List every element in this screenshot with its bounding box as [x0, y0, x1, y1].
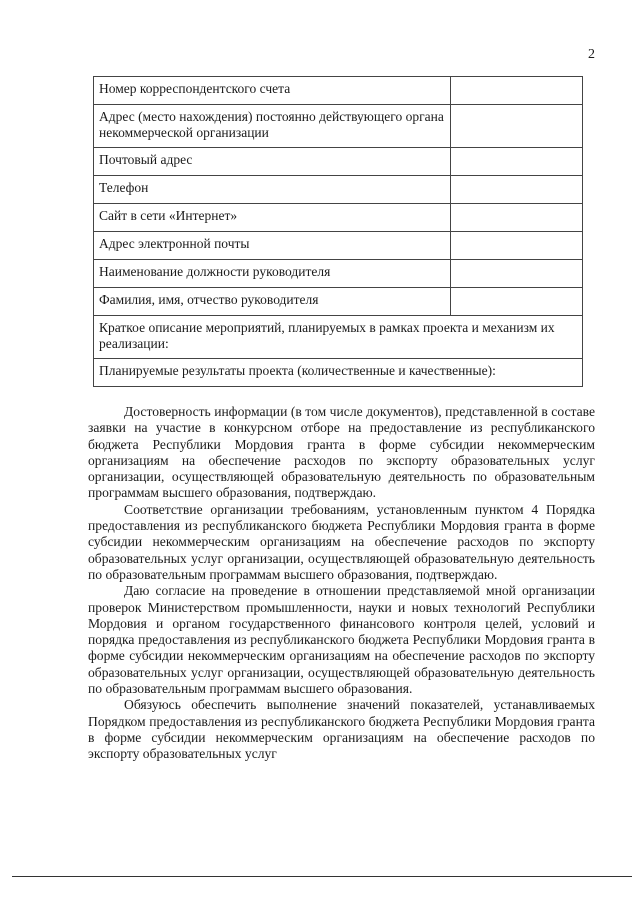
table-row — [94, 148, 583, 176]
declaration-text — [88, 404, 595, 763]
row-label: Адрес (место нахождения) постоянно действующего органа некоммерческой организации — [94, 105, 451, 148]
row-label: Планируемые результаты проекта (количественные и качественные): — [94, 359, 583, 387]
organization-info-table — [93, 76, 583, 387]
table-row — [94, 260, 583, 288]
paragraph-compliance: Соответствие организации требованиям, установленным пунктом 4 Порядка предоставления из республиканского бюджета Республики Мордовия гранта в форме субсидии некоммерческим организациям на обеспечение расходов по экспорту образовательных услуг организации, осуществляющей образовательную деятельность по образовательным программам высшего образования, подтверждаю. — [88, 501, 595, 582]
table-row — [94, 77, 583, 105]
row-value-cell — [451, 288, 583, 316]
row-label: Наименование должности руководителя — [94, 260, 451, 288]
table-row — [94, 288, 583, 316]
table-row — [94, 105, 583, 148]
row-value-cell — [451, 176, 583, 204]
page-number: 2 — [588, 47, 595, 62]
row-value-cell — [451, 105, 583, 148]
paragraph-consent: Даю согласие на проведение в отношении представляемой мной организации проверок Министерством промышленности, науки и новых технологий Республики Мордовия и органом государственного финансового контроля целей, условий и порядка предоставления из республиканского бюджета Республики Мордовия гранта в форме субсидии некоммерческим организациям на обеспечение расходов по экспорту образовательных услуг организации, осуществляющей образовательную деятельность по образовательным программам высшего образования. — [88, 583, 595, 697]
table-row — [94, 232, 583, 260]
row-label: Почтовый адрес — [94, 148, 451, 176]
table-row — [94, 359, 583, 387]
row-label: Фамилия, имя, отчество руководителя — [94, 288, 451, 316]
paragraph-accuracy: Достоверность информации (в том числе документов), представленной в составе заявки на участие в конкурсном отборе на предоставление из республиканского бюджета Республики Мордовия гранта в форме субсидии некоммерческим организациям на обеспечение расходов по экспорту образовательных услуг организации, осуществляющей образовательную деятельность по образовательным программам высшего образования, подтверждаю. — [88, 404, 595, 501]
row-label: Краткое описание мероприятий, планируемых в рамках проекта и механизм их реализации: — [94, 316, 583, 359]
table-row — [94, 204, 583, 232]
row-value-cell — [451, 77, 583, 105]
row-value-cell — [451, 260, 583, 288]
row-label: Сайт в сети «Интернет» — [94, 204, 451, 232]
row-value-cell — [451, 204, 583, 232]
row-label: Телефон — [94, 176, 451, 204]
row-value-cell — [451, 148, 583, 176]
row-label: Адрес электронной почты — [94, 232, 451, 260]
row-label: Номер корреспондентского счета — [94, 77, 451, 105]
table-row — [94, 176, 583, 204]
paragraph-obligation: Обязуюсь обеспечить выполнение значений показателей, устанавливаемых Порядком предоставления из республиканского бюджета Республики Мордовия гранта в форме субсидии некоммерческим организациям на обеспечение расходов по экспорту образовательных услуг — [88, 697, 595, 762]
footer-divider — [12, 876, 632, 877]
row-value-cell — [451, 232, 583, 260]
table-row — [94, 316, 583, 359]
